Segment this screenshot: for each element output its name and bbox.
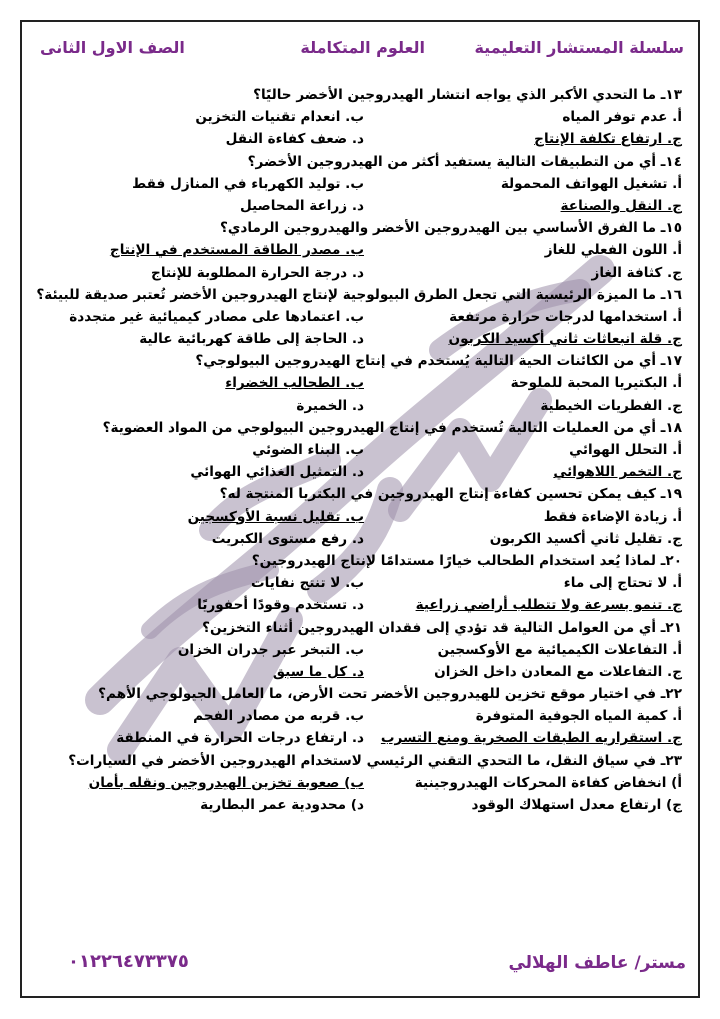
- option-c: ج. تقليل ثاني أكسيد الكربون: [489, 530, 682, 547]
- options-row: [40, 794, 682, 816]
- options-row: [40, 262, 682, 284]
- option-d: د. ارتفاع درجات الحرارة في المنطقة: [116, 730, 364, 747]
- question-22: ٢٢ـ في اختيار موقع تخزين للهيدروجين الأخضر تحت الأرض، ما العامل الجيولوجي الأهم؟: [98, 686, 682, 703]
- option-a: أ. استخدامها لدرجات حرارة مرتفعة: [449, 308, 682, 325]
- page-header: [30, 38, 690, 64]
- options-row: [40, 528, 682, 550]
- option-b-answer: ب. مصدر الطاقة المستخدم في الإنتاج: [109, 242, 364, 259]
- option-c: ج. التفاعلات مع المعادن داخل الخزان: [434, 663, 682, 680]
- option-b-answer: ب. الطحالب الخضراء: [225, 375, 364, 392]
- option-a: أ. تشغيل الهواتف المحمولة: [500, 175, 682, 192]
- option-b: ب. اعتمادها على مصادر كيميائية غير متجددة: [69, 308, 364, 325]
- options-row: [40, 195, 682, 217]
- options-row: [40, 239, 682, 261]
- option-d-answer: د. كل ما سبق: [272, 663, 364, 680]
- option-d: د. ضعف كفاءة النقل: [225, 131, 364, 148]
- options-row: [40, 594, 682, 616]
- option-c-answer: ج. تنمو بسرعة ولا تتطلب أراضي زراعية: [415, 597, 682, 614]
- option-c-answer: ج. التخمر اللاهوائي: [553, 464, 682, 481]
- option-b: ب. البناء الضوئي: [252, 442, 364, 458]
- options-row: [40, 439, 682, 461]
- options-row: [40, 461, 682, 483]
- question-16: ١٦ـ ما الميزة الرئيسية التي تجعل الطرق البيولوجية لإنتاج الهيدروجين الأخضر تُعتبر صديقة للبيئة؟: [36, 286, 682, 303]
- options-row: [40, 106, 682, 128]
- phone-number: ٠١٢٢٦٤٧٣٣٧٥: [68, 951, 189, 972]
- option-c-answer: ج. ارتفاع تكلفة الإنتاج: [534, 131, 682, 148]
- option-d: د. التمثيل الغذائي الهوائي: [190, 464, 364, 481]
- option-c-answer: ج. قلة انبعاثات ثاني أكسيد الكربون: [448, 331, 682, 348]
- option-d: د) محدودية عمر البطارية: [200, 797, 364, 813]
- options-row: [40, 772, 682, 794]
- questions-list: [36, 84, 682, 816]
- options-row: [40, 306, 682, 328]
- option-a: أ) انخفاض كفاءة المحركات الهيدروجينية: [414, 774, 682, 791]
- option-d: د. زراعة المحاصيل: [239, 197, 364, 214]
- options-row: [40, 705, 682, 727]
- option-a: أ. التحلل الهوائي: [569, 442, 682, 458]
- question-23: ٢٣ـ في سياق النقل، ما التحدي التقني الرئيسي لاستخدام الهيدروجين الأخضر في السيارات؟: [68, 752, 682, 769]
- option-c-answer: ج. النقل والصناعة: [560, 197, 682, 214]
- question-13: ١٣ـ ما التحدي الأكبر الذي يواجه انتشار الهيدروجين الأخضر حاليًا؟: [253, 87, 682, 103]
- question-18: ١٨ـ أي من العمليات التالية تُستخدم في إنتاج الهيدروجين البيولوجي من المواد العضوية؟: [102, 419, 682, 436]
- option-c-answer: ج. استقراريه الطبقات الصخرية ومنع التسرب: [380, 730, 682, 747]
- options-row: [40, 372, 682, 394]
- options-row: [40, 506, 682, 528]
- option-a: أ. البكتيريا المحبة للملوحة: [510, 375, 682, 392]
- question-20: ٢٠ـ لماذا يُعد استخدام الطحالب خيارًا مستدامًا لإنتاج الهيدروجين؟: [251, 552, 682, 569]
- option-a: أ. التفاعلات الكيميائية مع الأوكسجين: [437, 641, 682, 658]
- option-b: ب. لا تنتج نفايات: [250, 575, 364, 592]
- series-title: سلسلة المستشار التعليمية: [474, 38, 684, 57]
- teacher-name: مستر/ عاطف الهلالي: [508, 953, 686, 973]
- option-b-answer: ب) صعوبة تخزين الهيدروجين ونقله بأمان: [88, 774, 364, 791]
- question-14: ١٤ـ أي من التطبيقات التالية يستفيد أكثر من الهيدروجين الأخضر؟: [247, 153, 682, 170]
- options-row: [40, 328, 682, 350]
- option-a: أ. عدم توفر المياه: [562, 109, 682, 126]
- options-row: [40, 128, 682, 150]
- option-c: ج. كثافة الغاز: [591, 264, 682, 281]
- option-d: د. درجة الحرارة المطلوبة للإنتاج: [151, 264, 364, 281]
- option-a: أ. كمية المياه الجوفية المتوفرة: [475, 708, 682, 725]
- options-row: [40, 639, 682, 661]
- option-d: د. رفع مستوى الكبريت: [211, 530, 364, 547]
- option-c: ج) ارتفاع معدل استهلاك الوقود: [471, 797, 682, 813]
- option-a: أ. زيادة الإضاءة فقط: [543, 508, 682, 525]
- grade-title: الصف الاول الثانى: [40, 38, 185, 57]
- option-d: د. الحاجة إلى طاقة كهربائية عالية: [139, 331, 364, 348]
- option-a: أ. اللون الفعلي للغاز: [544, 242, 682, 259]
- option-b: ب. توليد الكهرباء في المنازل فقط: [132, 175, 364, 192]
- question-17: ١٧ـ أي من الكائنات الحية التالية يُستخدم في إنتاج الهيدروجين البيولوجي؟: [195, 353, 682, 370]
- option-d: د. الخميرة: [296, 397, 364, 414]
- options-row: [40, 395, 682, 417]
- subject-title: العلوم المتكاملة: [300, 38, 425, 57]
- option-b: ب. التبخر عبر جدران الخزان: [177, 641, 364, 658]
- options-row: [40, 173, 682, 195]
- options-row: [40, 727, 682, 749]
- options-row: [40, 572, 682, 594]
- option-b: ب. قربه من مصادر الفحم: [193, 708, 364, 725]
- question-15: ١٥ـ ما الفرق الأساسي بين الهيدروجين الأخضر والهيدروجين الرمادي؟: [220, 220, 682, 237]
- option-b: ب. انعدام تقنيات التخزين: [195, 109, 364, 126]
- options-row: [40, 661, 682, 683]
- question-19: ١٩ـ كيف يمكن تحسين كفاءة إنتاج الهيدروجين في البكتريا المنتجة له؟: [219, 486, 682, 503]
- option-c: ج. الفطريات الخيطية: [540, 397, 682, 414]
- option-b-answer: ب. تقليل نسبة الأوكسجين: [187, 508, 364, 525]
- option-d: د. تستخدم وقودًا أحفوريًا: [197, 597, 364, 614]
- option-a: أ. لا تحتاج إلى ماء: [563, 575, 682, 592]
- question-21: ٢١ـ أي من العوامل التالية قد تؤدي إلى فقدان الهيدروجين أثناء التخزين؟: [202, 619, 682, 636]
